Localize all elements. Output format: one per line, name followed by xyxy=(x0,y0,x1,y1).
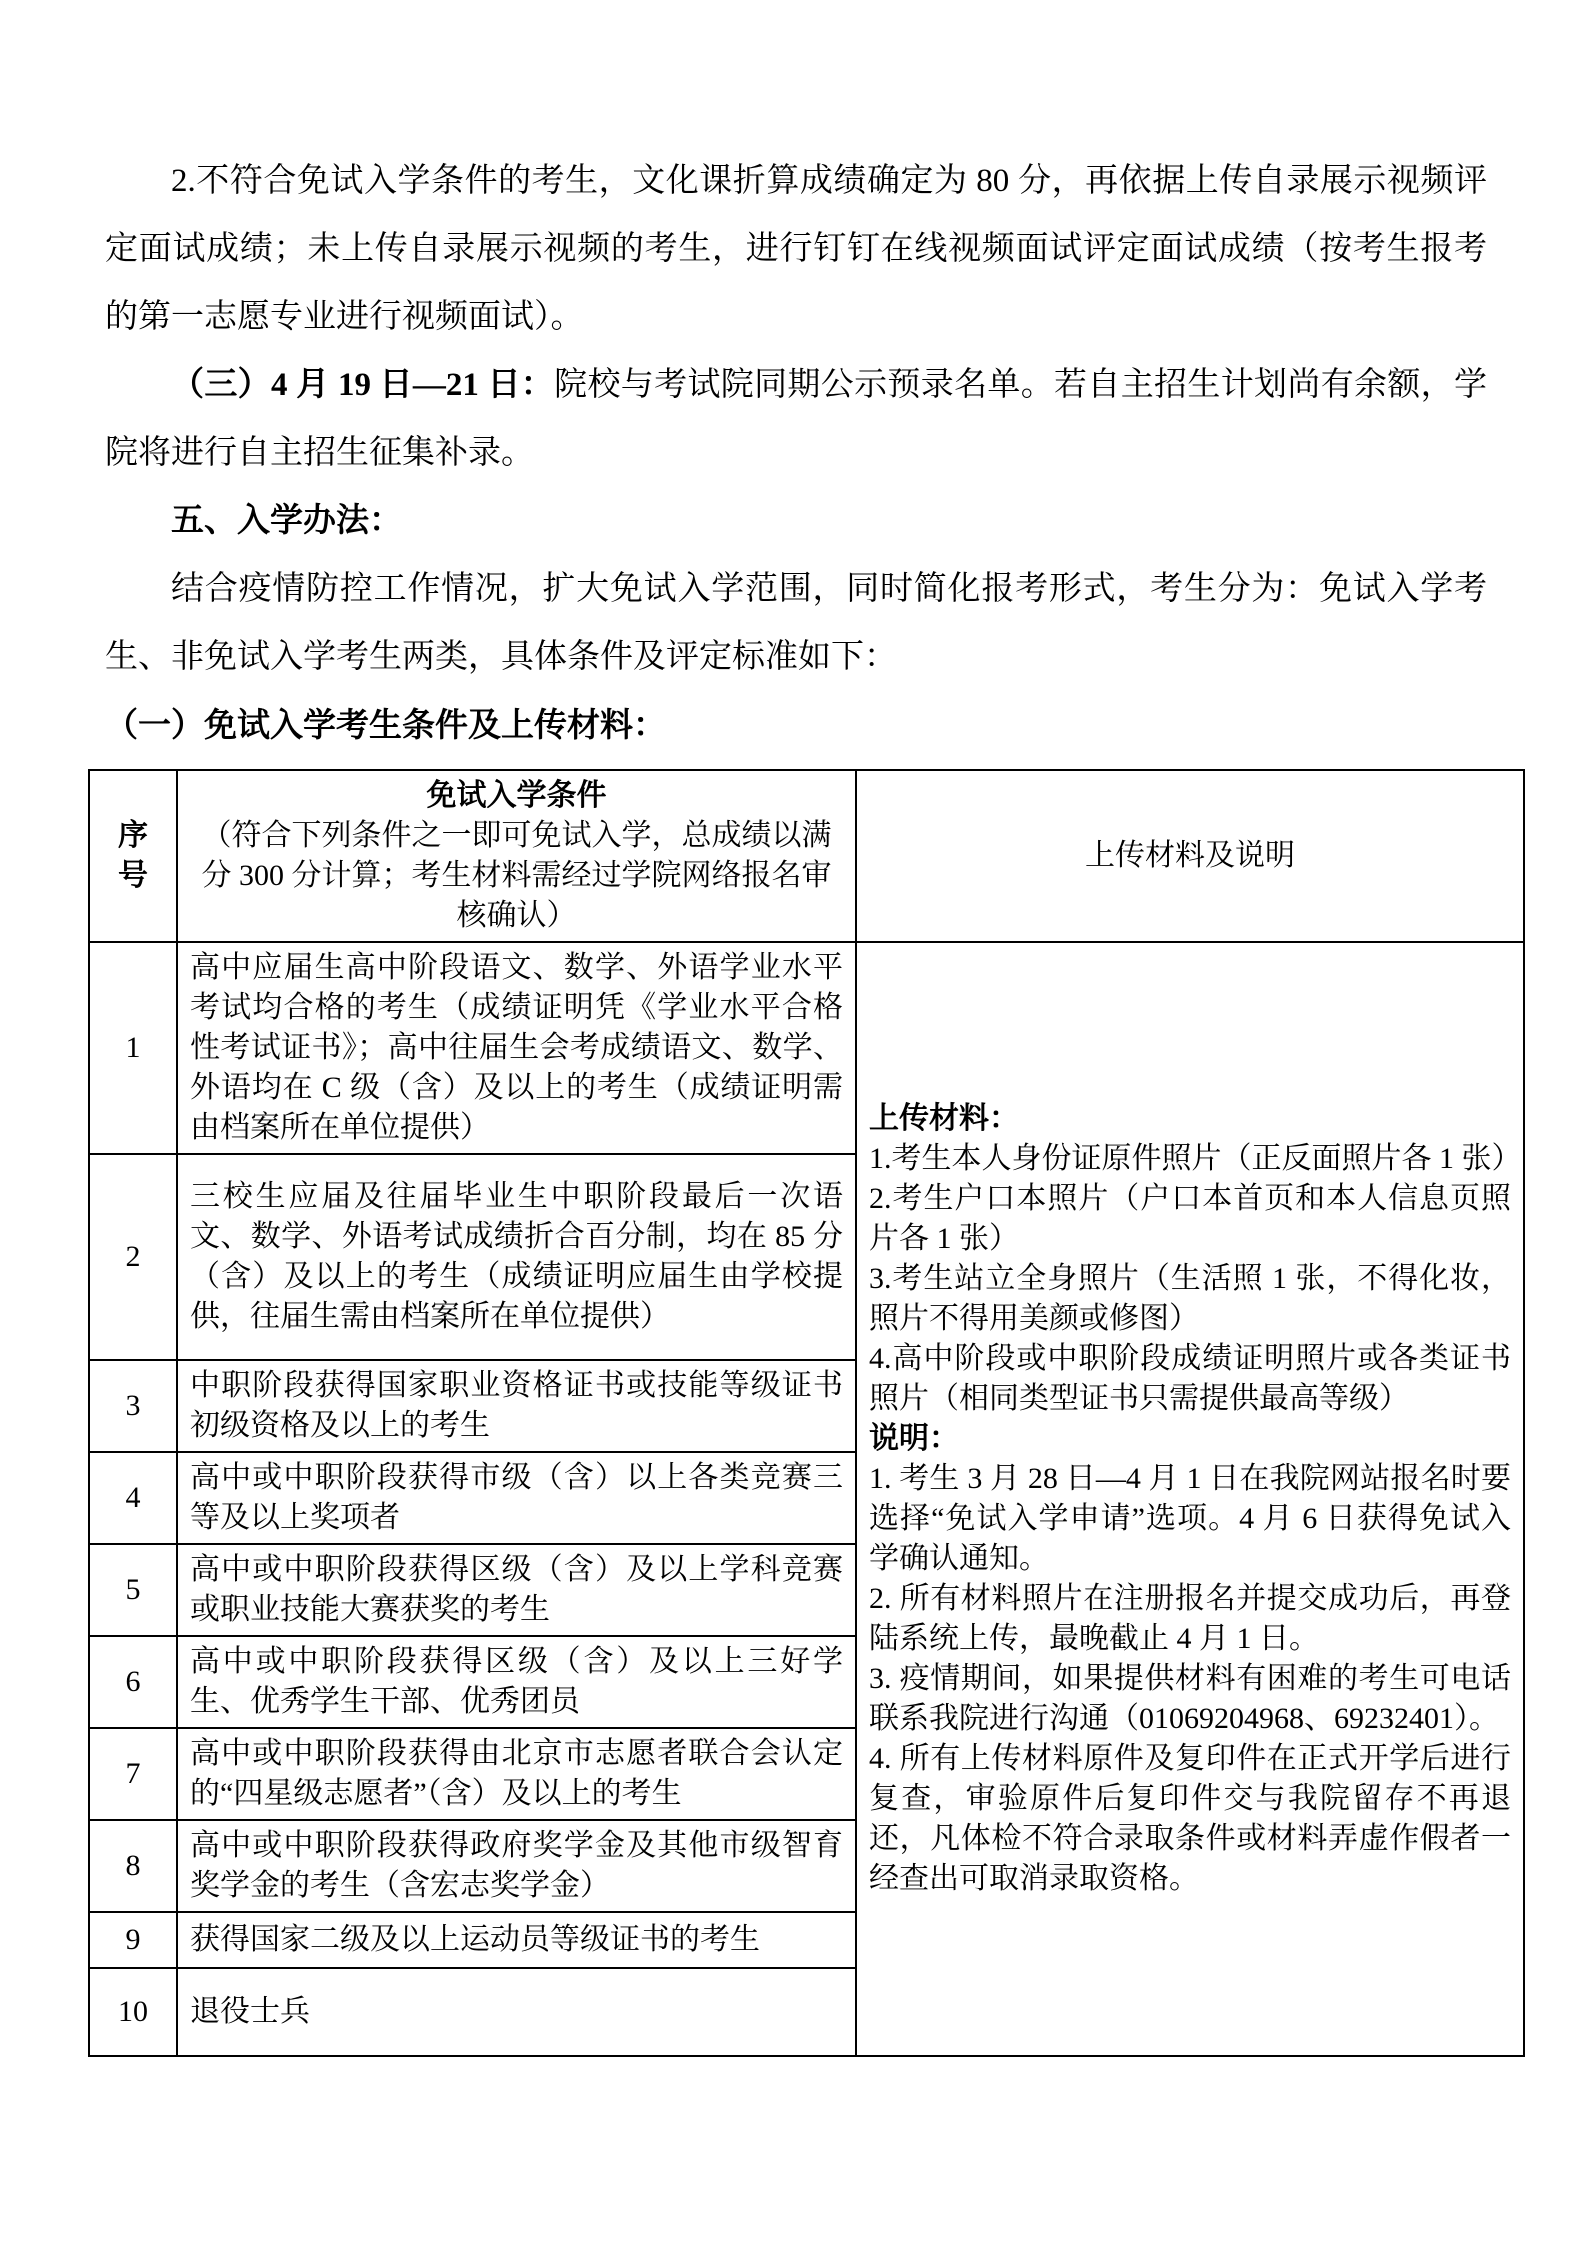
condition-text: 高中应届生高中阶段语文、数学、外语学业水平考试均合格的考生（成绩证明凭《学业水平合格性考试证书》；高中往届生会考成绩语文、数学、外语均在 C 级（含）及以上的考生（成绩证明需由档案所在单位提供） xyxy=(177,942,856,1154)
condition-text: 高中或中职阶段获得由北京市志愿者联合会认定的“四星级志愿者”（含）及以上的考生 xyxy=(177,1728,856,1820)
condition-text: 高中或中职阶段获得区级（含）及以上三好学生、优秀学生干部、优秀团员 xyxy=(177,1636,856,1728)
condition-text: 中职阶段获得国家职业资格证书或技能等级证书初级资格及以上的考生 xyxy=(177,1360,856,1452)
notes-heading: 说明： xyxy=(869,1422,959,1455)
header-cell-conditions xyxy=(177,770,856,942)
row-number: 9 xyxy=(89,1912,177,1968)
header-cell-number xyxy=(89,770,177,942)
row-number: 3 xyxy=(89,1360,177,1452)
date-range-bold: （三）4 月 19 日—21 日： xyxy=(171,367,555,403)
table-row xyxy=(89,942,1524,1154)
materials-cell xyxy=(856,942,1524,2056)
upload-material-item: 1.考生本人身份证原件照片（正反面照片各 1 张） xyxy=(869,1142,1522,1175)
note-item: 4. 所有上传材料原件及复印件在正式开学后进行复查，审验原件后复印件交与我院留存不再退还，凡体检不符合录取条件或材料弄虚作假者一经查出可取消录取资格。 xyxy=(869,1742,1511,1895)
paragraph-publicity-rest: 院校与考试院同期公示预录名单。若自主招生计划尚有余额，学院将进行自主招生征集补录。 xyxy=(105,367,1488,471)
heading-admission-method: 五、入学办法： xyxy=(171,503,402,539)
upload-materials-heading: 上传材料： xyxy=(869,1102,1019,1135)
row-number: 1 xyxy=(89,942,177,1154)
header-conditions-title: 免试入学条件 xyxy=(426,779,607,812)
exemption-conditions-table xyxy=(88,769,1525,2057)
header-number-label: 序号 xyxy=(118,819,148,892)
upload-material-item: 2.考生户口本照片（户口本首页和本人信息页照片各 1 张） xyxy=(869,1182,1511,1255)
row-number: 4 xyxy=(89,1452,177,1544)
row-number: 6 xyxy=(89,1636,177,1728)
row-number: 5 xyxy=(89,1544,177,1636)
paragraph-video-interview: 2.不符合免试入学条件的考生，文化课折算成绩确定为 80 分，再依据上传自录展示视频评定面试成绩；未上传自录展示视频的考生，进行钉钉在线视频面试评定面试成绩（按考生报考的第一志愿专业进行视频面试）。 xyxy=(105,163,1487,335)
note-item: 3. 疫情期间，如果提供材料有困难的考生可电话联系我院进行沟通（01069204968、69232401）。 xyxy=(869,1662,1511,1735)
condition-text: 高中或中职阶段获得政府奖学金及其他市级智育奖学金的考生（含宏志奖学金） xyxy=(177,1820,856,1912)
note-item: 1. 考生 3 月 28 日—4 月 1 日在我院网站报名时要选择“免试入学申请”选项。4 月 6 日获得免试入学确认通知。 xyxy=(869,1462,1511,1575)
row-number: 10 xyxy=(89,1968,177,2056)
condition-text: 三校生应届及往届毕业生中职阶段最后一次语文、数学、外语考试成绩折合百分制，均在 85 分（含）及以上的考生（成绩证明应届生由学校提供，往届生需由档案所在单位提供） xyxy=(177,1154,856,1360)
row-number: 2 xyxy=(89,1154,177,1360)
heading-exemption-conditions: （一）免试入学考生条件及上传材料： xyxy=(105,708,666,744)
paragraph-epidemic-policy: 结合疫情防控工作情况，扩大免试入学范围，同时简化报考形式，考生分为：免试入学考生、非免试入学考生两类，具体条件及评定标准如下： xyxy=(105,571,1487,675)
condition-text: 高中或中职阶段获得区级（含）及以上学科竞赛或职业技能大赛获奖的考生 xyxy=(177,1544,856,1636)
header-cell-materials: 上传材料及说明 xyxy=(856,770,1524,942)
row-number: 8 xyxy=(89,1820,177,1912)
condition-text: 获得国家二级及以上运动员等级证书的考生 xyxy=(177,1912,856,1968)
upload-material-item: 3.考生站立全身照片（生活照 1 张，不得化妆，照片不得用美颜或修图） xyxy=(869,1262,1511,1335)
header-conditions-subtitle: （符合下列条件之一即可免试入学，总成绩以满分 300 分计算；考生材料需经过学院网络报名审核确认） xyxy=(201,819,832,932)
condition-text: 高中或中职阶段获得市级（含）以上各类竞赛三等及以上奖项者 xyxy=(177,1452,856,1544)
table-header-row xyxy=(89,770,1524,942)
row-number: 7 xyxy=(89,1728,177,1820)
condition-text: 退役士兵 xyxy=(177,1968,856,2056)
upload-material-item: 4.高中阶段或中职阶段成绩证明照片或各类证书照片（相同类型证书只需提供最高等级） xyxy=(869,1342,1511,1415)
note-item: 2. 所有材料照片在注册报名并提交成功后，再登陆系统上传，最晚截止 4 月 1 日。 xyxy=(869,1582,1511,1655)
paragraph-publicity-dates xyxy=(105,351,1487,487)
